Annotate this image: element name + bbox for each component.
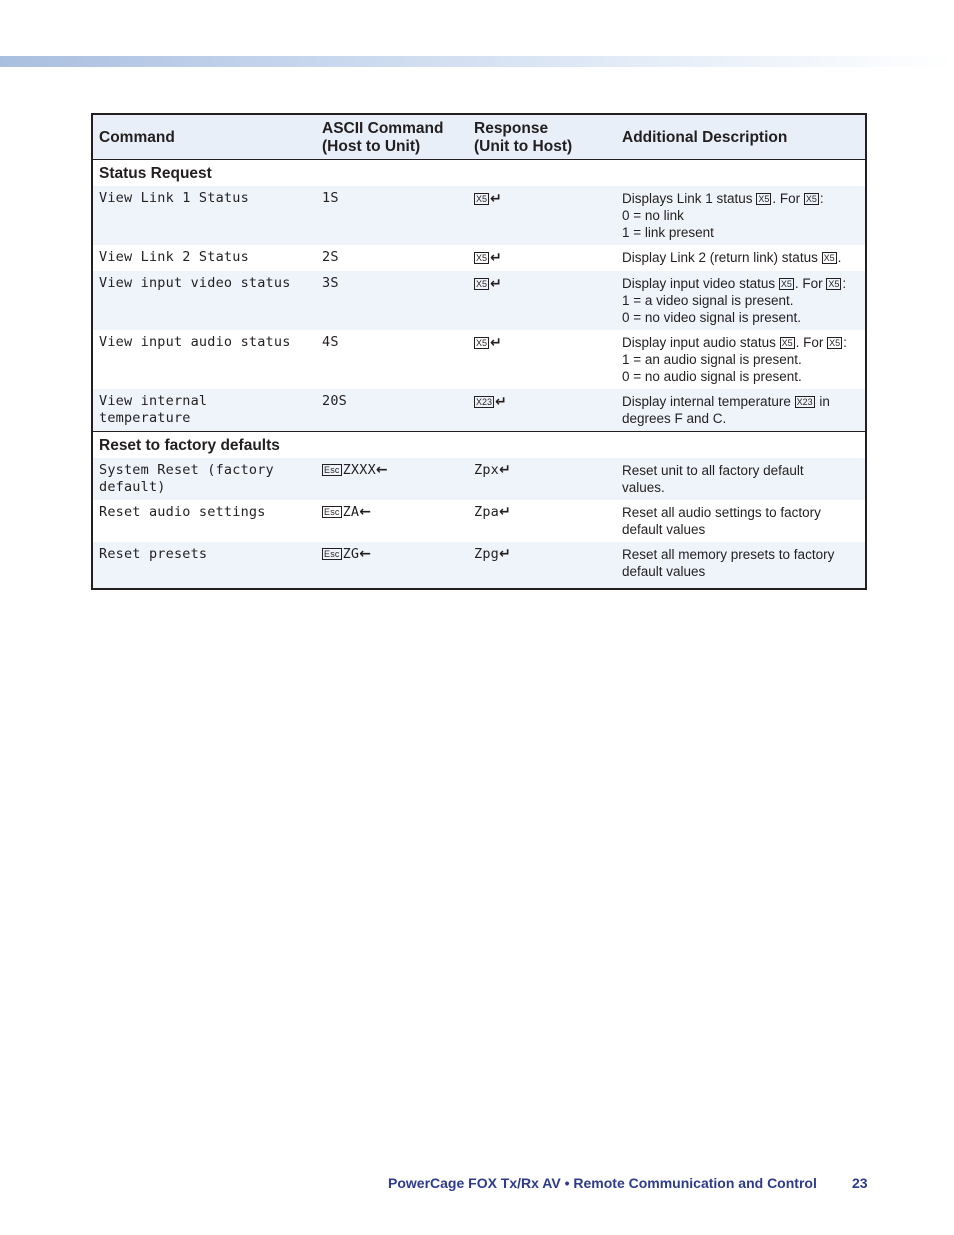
return-icon: ↵	[498, 546, 511, 562]
cell-ascii	[316, 500, 468, 542]
header-description: Additional Description	[616, 114, 866, 160]
cell-command: View Link 2 Status	[92, 245, 316, 271]
description-line: values.	[622, 480, 665, 495]
command-line: temperature	[99, 410, 191, 426]
cell-response	[468, 330, 616, 389]
header-ascii-line1: ASCII Command	[322, 119, 444, 137]
table-row	[92, 500, 866, 542]
cell-ascii: 2S	[316, 245, 468, 271]
cell-ascii: 4S	[316, 330, 468, 389]
description-line: default values	[622, 564, 706, 579]
cell-response	[468, 271, 616, 330]
description-line: 0 = no link	[622, 208, 684, 223]
desc-text: Display input video status	[622, 276, 779, 291]
variable-box: X23	[476, 397, 493, 407]
description-line: 1 = an audio signal is present.	[622, 352, 802, 367]
table-row	[92, 271, 866, 330]
enter-arrow-icon: ←	[359, 546, 372, 562]
page-number: 23	[852, 1175, 868, 1191]
table-row	[92, 245, 866, 271]
table-header-row	[92, 114, 866, 160]
description-line: Reset unit to all factory default	[622, 463, 804, 478]
ascii-text: ZXXX	[342, 462, 376, 478]
variable-box: X5	[781, 338, 793, 348]
table-row	[92, 186, 866, 245]
cell-ascii	[316, 542, 468, 589]
cell-response	[468, 186, 616, 245]
cell-description	[616, 271, 866, 330]
variable-box: X5	[476, 279, 488, 289]
description-line: degrees F and C.	[622, 411, 727, 426]
cell-command: Reset audio settings	[92, 500, 316, 542]
enter-arrow-icon: ←	[359, 504, 372, 520]
return-icon: ↵	[490, 335, 502, 351]
cell-description	[616, 186, 866, 245]
cell-ascii: 20S	[316, 389, 468, 432]
section-row	[92, 432, 866, 459]
variable-box: X5	[758, 194, 770, 204]
variable-box: X5	[476, 338, 488, 348]
cell-description	[616, 542, 866, 589]
enter-arrow-icon: ←	[375, 462, 388, 478]
cell-command: Reset presets	[92, 542, 316, 589]
response-text: Zpa	[474, 504, 499, 520]
desc-text: Display input audio status	[622, 335, 780, 350]
cell-response	[468, 245, 616, 271]
cell-command	[92, 458, 316, 500]
command-line: System Reset (factory	[99, 462, 274, 478]
desc-text: . For	[772, 191, 804, 206]
header-ascii-line2: (Host to Unit)	[322, 137, 421, 155]
desc-text: :	[819, 191, 824, 206]
description-line: 0 = no video signal is present.	[622, 310, 801, 325]
escape-key-icon: Esc	[324, 507, 340, 517]
cell-response	[468, 500, 616, 542]
return-icon: ↵	[490, 276, 502, 292]
cell-description	[616, 389, 866, 432]
desc-text: Display Link 2 (return link) status	[622, 250, 822, 265]
desc-text: :	[843, 335, 847, 350]
variable-box: X5	[829, 338, 841, 348]
description-line	[622, 275, 859, 292]
desc-text: .	[837, 250, 842, 265]
table-row	[92, 542, 866, 589]
variable-box: X5	[476, 253, 488, 263]
section-title-reset: Reset to factory defaults	[92, 432, 866, 459]
description-line: Reset all memory presets to factory	[622, 547, 835, 562]
return-icon: ↵	[498, 462, 511, 478]
cell-command: View Link 1 Status	[92, 186, 316, 245]
description-line: Reset all audio settings to factory	[622, 505, 821, 520]
return-icon: ↵	[498, 504, 511, 520]
cell-ascii: 3S	[316, 271, 468, 330]
table-row	[92, 389, 866, 432]
cell-response	[468, 542, 616, 589]
header-response-line1: Response	[474, 119, 549, 137]
header-ascii	[316, 114, 468, 160]
variable-box: X5	[476, 194, 488, 204]
variable-box: X5	[805, 194, 817, 204]
header-command: Command	[92, 114, 316, 160]
cell-command: View input audio status	[92, 330, 316, 389]
cell-command: View input video status	[92, 271, 316, 330]
cell-description	[616, 500, 866, 542]
cell-response	[468, 458, 616, 500]
desc-text: Display internal temperature	[622, 394, 795, 409]
desc-text: . For	[795, 335, 828, 350]
header-gradient-bar	[0, 56, 954, 67]
return-icon: ↵	[495, 394, 507, 410]
description-line	[622, 334, 859, 351]
command-line: default)	[99, 479, 166, 495]
description-line	[622, 190, 859, 207]
command-line: View internal	[99, 393, 208, 409]
header-response-line2: (Unit to Host)	[474, 137, 573, 155]
section-title-status: Status Request	[92, 160, 866, 187]
variable-box: X5	[823, 253, 835, 263]
table-row	[92, 330, 866, 389]
escape-key-icon: Esc	[324, 549, 340, 559]
cell-description	[616, 330, 866, 389]
desc-text: :	[842, 276, 847, 291]
ascii-text: ZA	[342, 504, 360, 520]
response-text: Zpg	[474, 546, 499, 562]
variable-box: X23	[796, 397, 813, 407]
description-line: default values	[622, 522, 706, 537]
description-line: 1 = a video signal is present.	[622, 293, 794, 308]
desc-text: Displays Link 1 status	[622, 191, 757, 206]
command-table	[91, 113, 867, 590]
description-line	[622, 393, 859, 410]
table-row	[92, 458, 866, 500]
return-icon: ↵	[490, 250, 502, 266]
header-response	[468, 114, 616, 160]
cell-command	[92, 389, 316, 432]
variable-box: X5	[780, 279, 792, 289]
response-text: Zpx	[474, 462, 499, 478]
cell-description	[616, 458, 866, 500]
cell-ascii: 1S	[316, 186, 468, 245]
variable-box: X5	[828, 279, 840, 289]
footer-title: PowerCage FOX Tx/Rx AV • Remote Communication and Control	[388, 1175, 817, 1191]
section-row	[92, 160, 866, 187]
desc-text: in	[815, 394, 830, 409]
escape-key-icon: Esc	[324, 465, 340, 475]
description-line: 0 = no audio signal is present.	[622, 369, 802, 384]
return-icon: ↵	[490, 191, 502, 207]
cell-ascii	[316, 458, 468, 500]
cell-response	[468, 389, 616, 432]
description-line: 1 = link present	[622, 225, 714, 240]
cell-description	[616, 245, 866, 271]
description-line	[622, 249, 859, 266]
ascii-text: ZG	[342, 546, 360, 562]
desc-text: . For	[794, 276, 827, 291]
